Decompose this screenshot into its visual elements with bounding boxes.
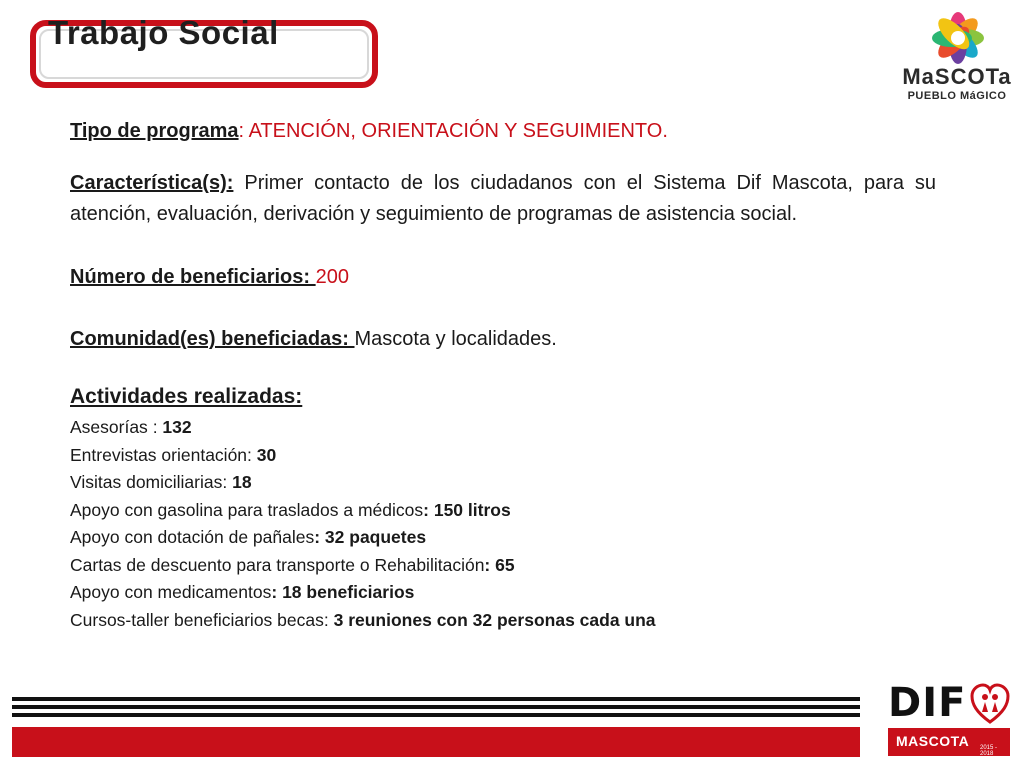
actividad-value: 65 [495,554,515,575]
actividad-label: Cartas de descuento para transporte o Rehabilitación [70,554,485,575]
page-title: Trabajo Social [48,14,279,51]
actividad-value: 150 litros [433,499,511,520]
actividad-label: Apoyo con medicamentos [70,582,272,602]
actividad-sep: : [484,554,496,575]
footer-stripe [12,697,860,701]
beneficiarios-value: 200 [315,266,349,288]
caracteristicas-label: Característica(s): [70,172,234,194]
actividad-item [70,552,936,580]
actividad-value: 30 [256,444,277,465]
actividad-sep: : [152,417,163,437]
actividad-item [70,497,936,525]
actividad-label: Cursos-taller beneficiarios becas [70,609,324,630]
actividad-label: Apoyo con dotación de pañales [70,527,315,547]
actividad-value: 18 [232,472,252,492]
actividad-sep: : [271,582,283,602]
actividad-value: 3 reuniones con 32 personas cada una [333,609,656,630]
tipo-value: ATENCIÓN, ORIENTACIÓN Y SEGUIMIENTO. [244,120,668,142]
actividades-list [70,414,936,634]
actividad-sep: : [314,527,325,547]
beneficiarios-label: Número de beneficiarios: [70,266,316,288]
tipo-sep: : [238,120,245,142]
actividad-item [70,442,936,470]
actividad-value: 18 beneficiarios [282,582,415,602]
actividad-sep: : [222,472,233,492]
footer-stripe [12,713,860,717]
tipo-label: Tipo de programa [70,120,239,142]
family-heart-icon [970,682,1010,726]
actividad-sep: : [323,609,334,630]
actividad-label: Apoyo con gasolina para traslados a médicos [70,499,424,520]
actividad-item [70,607,936,635]
program-details [70,116,936,634]
mascota-wordmark: MaSCOTa [902,64,1012,89]
dif-name: MASCOTA [896,733,970,749]
dif-logo [888,680,1010,760]
dif-wordmark: DIF [888,680,967,726]
actividad-value: 132 [162,417,192,437]
actividad-label: Asesorías [70,417,153,437]
actividad-label: Entrevistas orientación [70,444,248,465]
actividad-label: Visitas domiciliarias [70,472,223,492]
actividad-item [70,414,936,442]
tipo-programa-row [70,116,936,146]
comunidades-row [70,324,936,354]
actividad-item [70,579,936,607]
dif-years: 2015 - 2018 [980,745,998,757]
comunidades-label: Comunidad(es) beneficiadas: [70,328,355,350]
beneficiarios-row [70,262,936,292]
flower-icon [902,12,1012,68]
actividad-item [70,469,936,497]
footer-red-band [12,727,860,757]
comunidades-value: Mascota y localidades. [354,328,557,350]
pueblo-magico-tagline: PUEBLO MáGICO [907,90,1007,102]
caracteristicas-text: Primer contacto de los ciudadanos con el Sistema Dif Mascota, para su atención, evaluación, derivación y seguimiento de programas de asistencia social. [70,172,936,225]
dif-name-bar [888,728,1010,756]
actividad-value: 32 paquetes [324,527,427,547]
footer-stripe [12,705,860,709]
mascota-logo [902,12,1012,104]
actividad-item [70,524,936,552]
actividades-title: Actividades realizadas: [70,385,303,408]
caracteristicas-paragraph [70,168,936,230]
actividad-sep: : [247,444,257,465]
actividad-sep: : [423,499,434,520]
